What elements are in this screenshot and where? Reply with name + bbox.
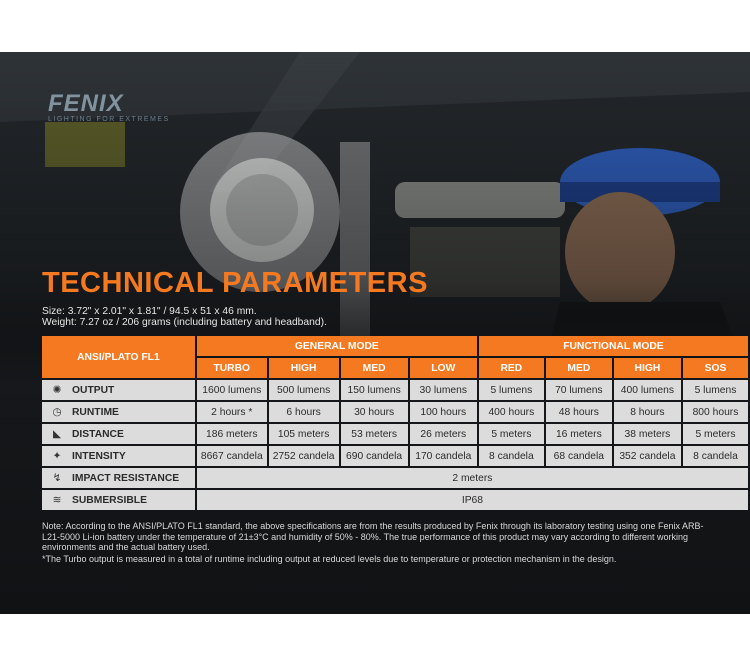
- table-header-row: [42, 336, 748, 356]
- row-label-runtime: [42, 402, 195, 422]
- table-cell: 400 lumens: [614, 380, 681, 400]
- size-spec: Size: 3.72" x 2.01" x 1.81" / 94.5 x 51 x 46 mm.: [42, 306, 257, 317]
- row-label: SUBMERSIBLE: [72, 495, 147, 506]
- table-cell: 8 candela: [479, 446, 544, 466]
- table-cell: 16 meters: [546, 424, 612, 444]
- table-cell: 352 candela: [614, 446, 681, 466]
- table-cell: 500 lumens: [269, 380, 339, 400]
- table-cell: 30 hours: [341, 402, 408, 422]
- intensity-icon: ✦: [52, 451, 62, 462]
- row-label: INTENSITY: [72, 451, 126, 462]
- general-mode-header: GENERAL MODE: [197, 336, 477, 356]
- table-cell: 105 meters: [269, 424, 339, 444]
- row-label: RUNTIME: [72, 407, 119, 418]
- table-cell: 400 hours: [479, 402, 544, 422]
- row-label-distance: [42, 424, 195, 444]
- table-cell: 30 lumens: [410, 380, 477, 400]
- table-cell: 186 meters: [197, 424, 267, 444]
- table-cell: 53 meters: [341, 424, 408, 444]
- row-label-output: [42, 380, 195, 400]
- row-label: DISTANCE: [72, 429, 124, 440]
- mode-header: RED: [479, 358, 544, 378]
- table-row: [42, 490, 748, 510]
- mode-header: HIGH: [269, 358, 339, 378]
- mode-header: LOW: [410, 358, 477, 378]
- row-label: IMPACT RESISTANCE: [72, 473, 180, 484]
- table-cell: 5 meters: [683, 424, 748, 444]
- standard-header: ANSI/PLATO FL1: [42, 336, 195, 378]
- row-label-impact: [42, 468, 195, 488]
- table-cell: 26 meters: [410, 424, 477, 444]
- submersible-icon: ≋: [52, 495, 62, 506]
- table-cell: 6 hours: [269, 402, 339, 422]
- page-title: TECHNICAL PARAMETERS: [42, 267, 428, 299]
- row-label-submersible: [42, 490, 195, 510]
- table-cell: 5 lumens: [479, 380, 544, 400]
- table-cell: 48 hours: [546, 402, 612, 422]
- table-cell: 100 hours: [410, 402, 477, 422]
- table-row: [42, 380, 748, 400]
- table-cell: 70 lumens: [546, 380, 612, 400]
- table-cell: 8667 candela: [197, 446, 267, 466]
- table-cell: 2 meters: [197, 468, 748, 488]
- table-cell: 68 candela: [546, 446, 612, 466]
- impact-icon: ↯: [52, 473, 62, 484]
- row-label-intensity: [42, 446, 195, 466]
- table-cell: 1600 lumens: [197, 380, 267, 400]
- table-cell: 5 meters: [479, 424, 544, 444]
- clock-icon: ◷: [52, 407, 62, 418]
- table-cell: 800 hours: [683, 402, 748, 422]
- table-cell: IP68: [197, 490, 748, 510]
- table-row: [42, 402, 748, 422]
- table-row: [42, 424, 748, 444]
- logo-text: FENIX: [48, 90, 124, 117]
- mode-header: MED: [546, 358, 612, 378]
- table-row: [42, 446, 748, 466]
- testing-note: Note: According to the ANSI/PLATO FL1 standard, the above specifications are from the results produced by Fenix through its laboratory testing using one Fenix ARB-L21-5000 Li-ion battery under the temperature of 21±3°C and humidity of 50% - 80%. The true performance of this product may vary according to different working environments and the actual battery used.: [42, 521, 704, 552]
- brand-logo: [48, 90, 170, 123]
- mode-header: TURBO: [197, 358, 267, 378]
- table-cell: 2 hours *: [197, 402, 267, 422]
- table-cell: 5 lumens: [683, 380, 748, 400]
- row-label: OUTPUT: [72, 385, 115, 396]
- table-cell: 150 lumens: [341, 380, 408, 400]
- table-cell: 8 candela: [683, 446, 748, 466]
- mode-header: HIGH: [614, 358, 681, 378]
- mode-header: SOS: [683, 358, 748, 378]
- table-row: [42, 468, 748, 488]
- beam-distance-icon: ◣: [53, 429, 61, 440]
- light-rays-icon: ✺: [52, 385, 62, 396]
- weight-spec: Weight: 7.27 oz / 206 grams (including battery and headband).: [42, 317, 327, 328]
- table-cell: 690 candela: [341, 446, 408, 466]
- product-spec-panel: [0, 52, 750, 614]
- table-cell: 8 hours: [614, 402, 681, 422]
- table-cell: 38 meters: [614, 424, 681, 444]
- turbo-footnote: *The Turbo output is measured in a total of runtime including output at reduced levels due to temperature or protection mechanism in the design.: [42, 554, 617, 564]
- mode-header: MED: [341, 358, 408, 378]
- table-cell: 2752 candela: [269, 446, 339, 466]
- parameters-table: [40, 334, 750, 512]
- functional-mode-header: FUNCTIONAL MODE: [479, 336, 748, 356]
- table-cell: 170 candela: [410, 446, 477, 466]
- logo-tagline: LIGHTING FOR EXTREMES: [48, 116, 170, 123]
